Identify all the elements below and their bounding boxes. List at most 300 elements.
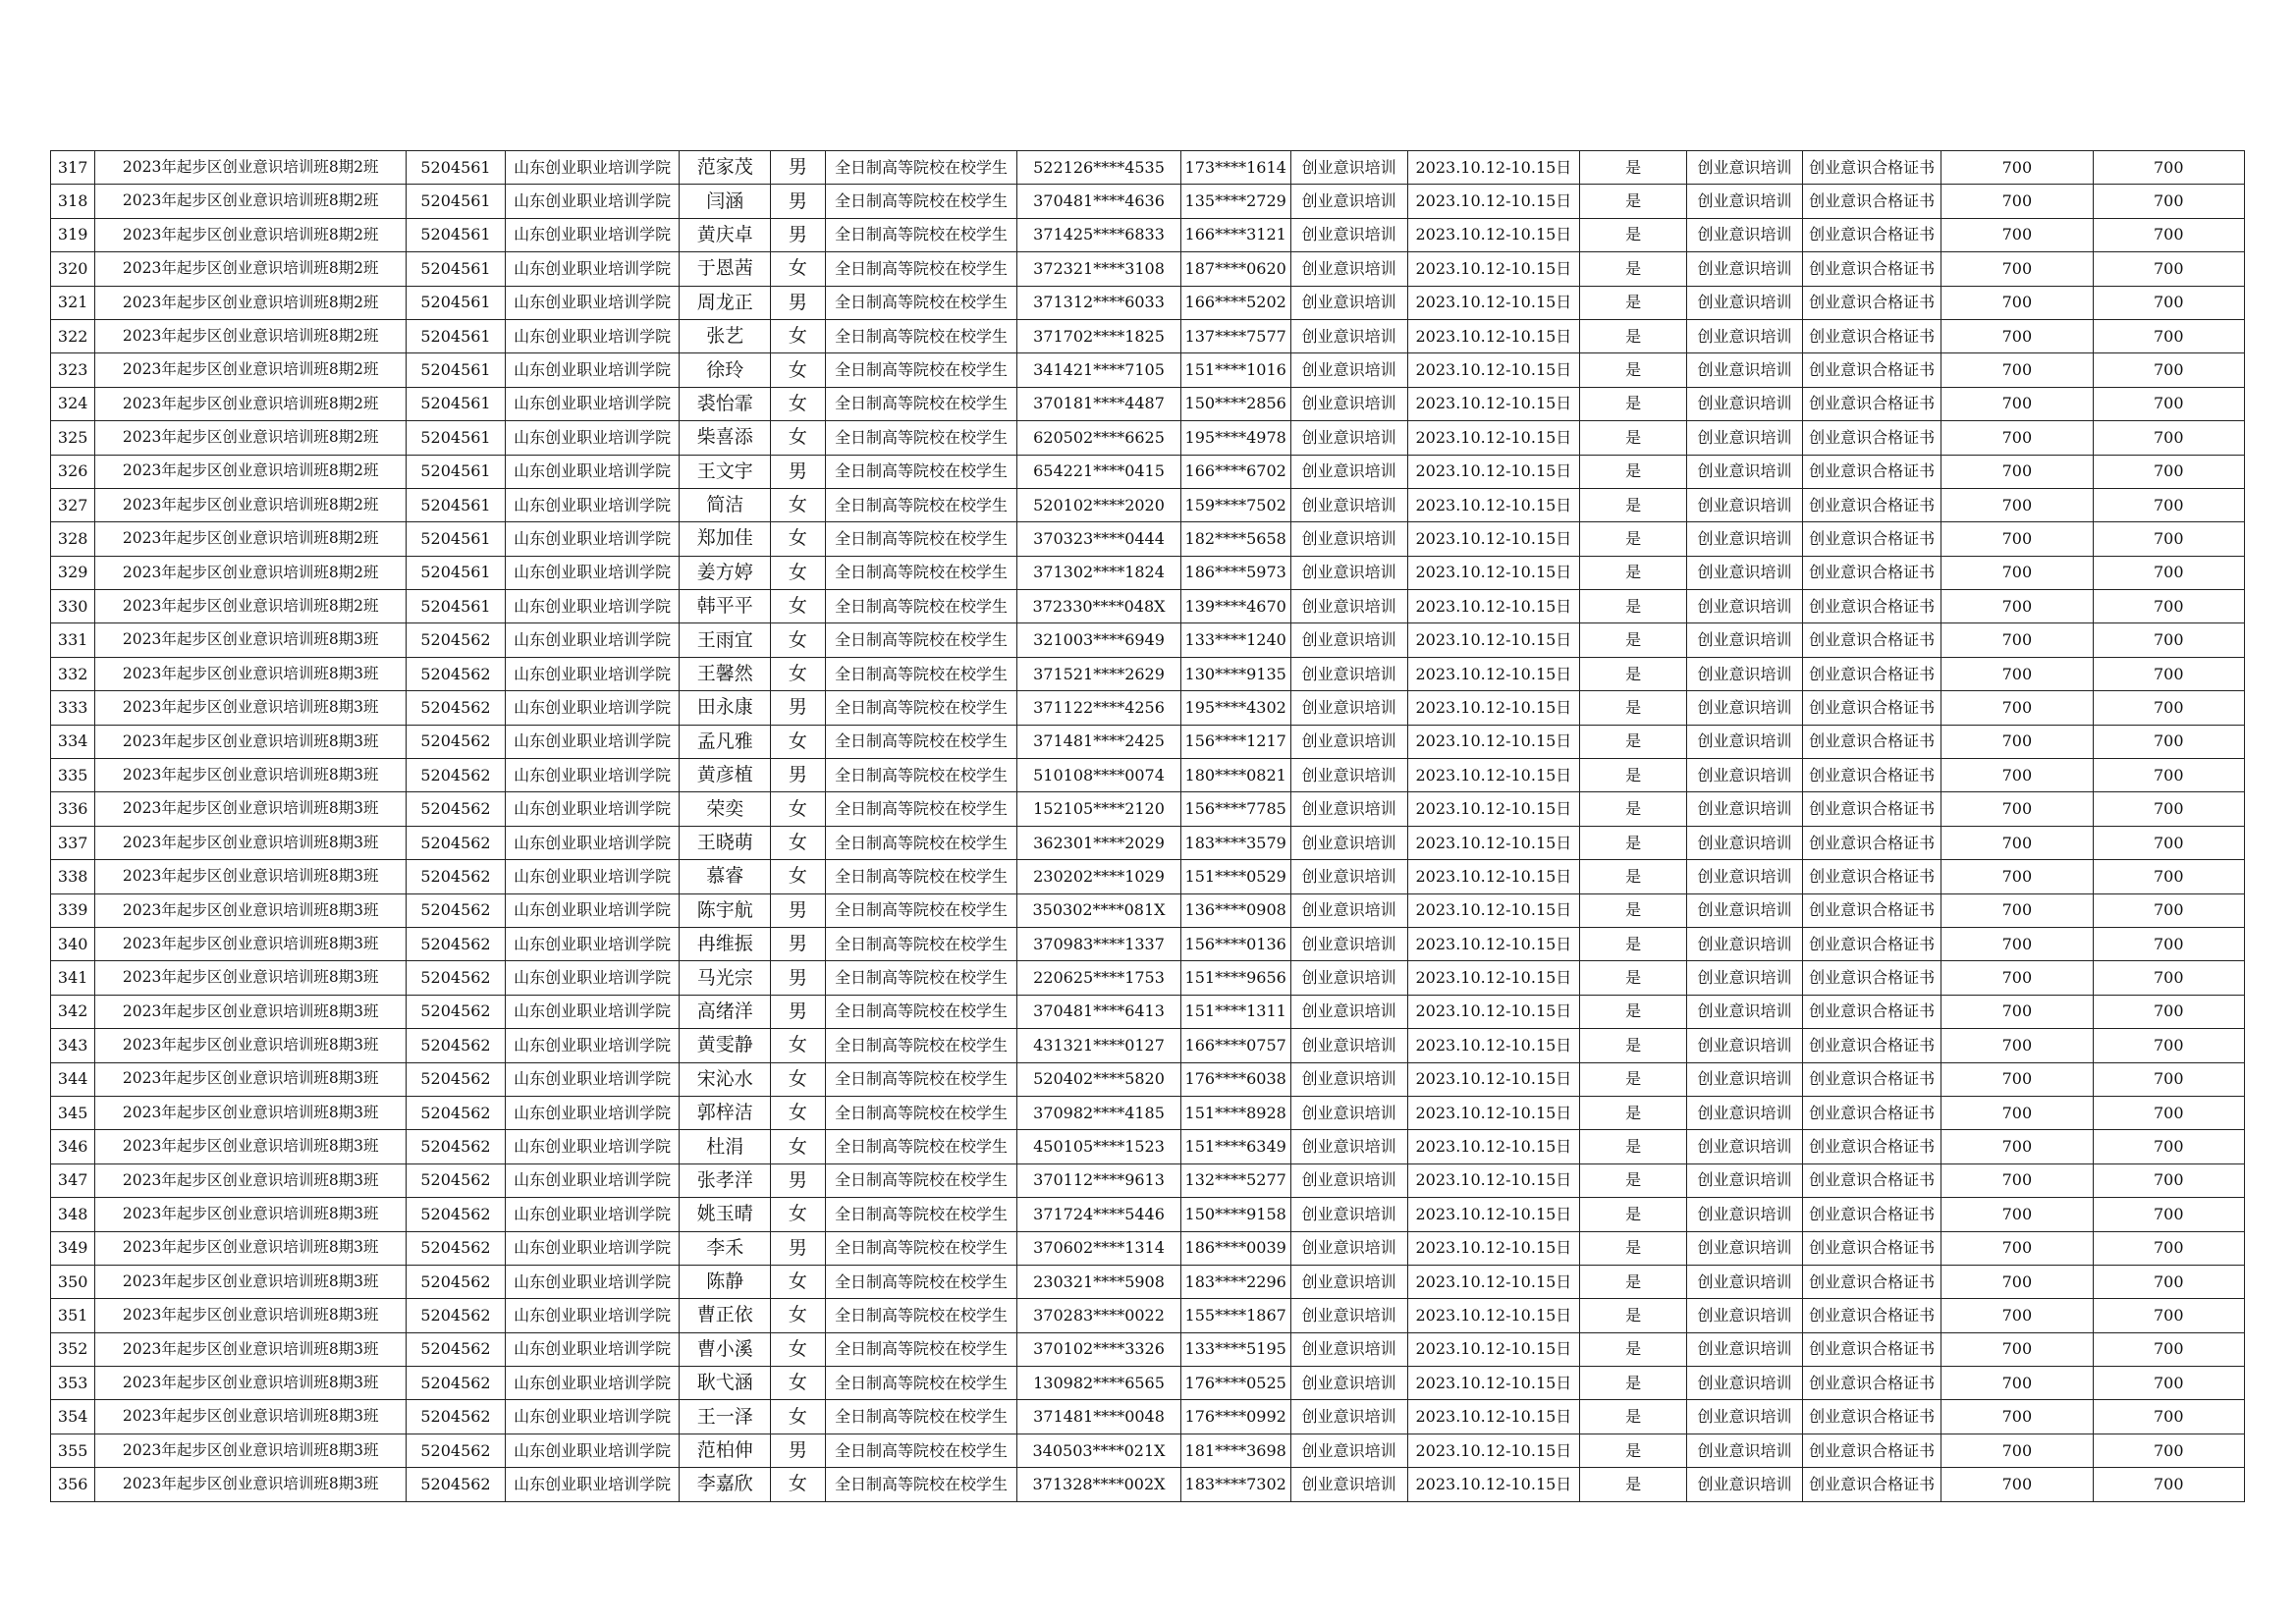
table-cell: 2023年起步区创业意识培训班8期2班	[95, 556, 407, 589]
table-cell: 700	[1941, 151, 2093, 185]
table-cell: 创业意识培训	[1687, 1332, 1803, 1366]
table-cell: 700	[1941, 691, 2093, 725]
table-cell: 343	[51, 1029, 95, 1062]
table-cell: 创业意识合格证书	[1803, 522, 1941, 556]
table-cell: 2023年起步区创业意识培训班8期2班	[95, 421, 407, 455]
table-cell: 700	[1941, 522, 2093, 556]
table-cell: 创业意识培训	[1687, 590, 1803, 623]
table-cell: 男	[771, 151, 825, 185]
table-cell: 700	[2093, 387, 2244, 420]
table-cell: 2023年起步区创业意识培训班8期2班	[95, 522, 407, 556]
table-cell: 女	[771, 792, 825, 826]
table-cell: 男	[771, 927, 825, 960]
table-cell: 创业意识培训	[1687, 1198, 1803, 1231]
table-cell: 370323****0444	[1017, 522, 1180, 556]
table-row	[51, 657, 2245, 690]
table-cell: 男	[771, 893, 825, 927]
table-cell: 700	[2093, 455, 2244, 488]
table-cell: 5204562	[407, 826, 506, 859]
table-cell: 2023.10.12-10.15日	[1407, 488, 1579, 521]
table-cell: 5204562	[407, 1198, 506, 1231]
table-cell: 700	[2093, 1198, 2244, 1231]
table-cell: 2023年起步区创业意识培训班8期3班	[95, 1163, 407, 1197]
table-cell: 女	[771, 421, 825, 455]
table-cell: 是	[1580, 1468, 1687, 1501]
table-cell: 700	[1941, 455, 2093, 488]
table-row	[51, 522, 2245, 556]
table-cell: 5204562	[407, 623, 506, 657]
table-cell: 杜涓	[680, 1130, 771, 1163]
table-cell: 慕睿	[680, 860, 771, 893]
table-cell: 700	[2093, 1029, 2244, 1062]
table-cell: 349	[51, 1231, 95, 1265]
table-row	[51, 725, 2245, 758]
table-cell: 5204561	[407, 353, 506, 387]
table-cell: 5204562	[407, 893, 506, 927]
table-cell: 346	[51, 1130, 95, 1163]
table-cell: 女	[771, 1096, 825, 1129]
table-cell: 创业意识培训	[1290, 657, 1407, 690]
table-cell: 创业意识合格证书	[1803, 826, 1941, 859]
table-cell: 创业意识培训	[1290, 421, 1407, 455]
table-cell: 195****4302	[1180, 691, 1290, 725]
table-cell: 5204562	[407, 1029, 506, 1062]
table-cell: 2023年起步区创业意识培训班8期3班	[95, 826, 407, 859]
table-cell: 创业意识培训	[1290, 826, 1407, 859]
table-cell: 女	[771, 1299, 825, 1332]
table-cell: 郑加佳	[680, 522, 771, 556]
table-cell: 男	[771, 218, 825, 251]
table-cell: 女	[771, 1029, 825, 1062]
table-cell: 2023年起步区创业意识培训班8期3班	[95, 1198, 407, 1231]
table-cell: 700	[1941, 353, 2093, 387]
table-cell: 166****6702	[1180, 455, 1290, 488]
table-cell: 654221****0415	[1017, 455, 1180, 488]
table-cell: 创业意识合格证书	[1803, 961, 1941, 995]
table-row	[51, 1130, 2245, 1163]
table-cell: 700	[2093, 893, 2244, 927]
table-row	[51, 455, 2245, 488]
table-cell: 创业意识培训	[1290, 488, 1407, 521]
table-cell: 全日制高等院校在校学生	[825, 927, 1017, 960]
table-cell: 339	[51, 893, 95, 927]
table-cell: 山东创业职业培训学院	[505, 1265, 680, 1298]
table-cell: 2023.10.12-10.15日	[1407, 1332, 1579, 1366]
table-cell: 是	[1580, 995, 1687, 1028]
table-cell: 全日制高等院校在校学生	[825, 691, 1017, 725]
table-cell: 370112****9613	[1017, 1163, 1180, 1197]
table-cell: 195****4978	[1180, 421, 1290, 455]
table-cell: 是	[1580, 353, 1687, 387]
table-cell: 5204562	[407, 860, 506, 893]
table-cell: 2023年起步区创业意识培训班8期3班	[95, 1400, 407, 1434]
table-row	[51, 488, 2245, 521]
table-cell: 2023.10.12-10.15日	[1407, 1367, 1579, 1400]
table-cell: 2023.10.12-10.15日	[1407, 691, 1579, 725]
table-cell: 创业意识培训	[1687, 826, 1803, 859]
table-cell: 宋沁水	[680, 1062, 771, 1096]
table-cell: 曹小溪	[680, 1332, 771, 1366]
table-cell: 2023年起步区创业意识培训班8期2班	[95, 319, 407, 352]
table-cell: 山东创业职业培训学院	[505, 961, 680, 995]
table-cell: 创业意识合格证书	[1803, 1299, 1941, 1332]
table-cell: 700	[1941, 1062, 2093, 1096]
table-cell: 700	[1941, 286, 2093, 319]
table-cell: 创业意识培训	[1687, 725, 1803, 758]
table-cell: 创业意识培训	[1687, 522, 1803, 556]
table-cell: 700	[2093, 218, 2244, 251]
roster-table	[50, 150, 2245, 1502]
table-cell: 男	[771, 995, 825, 1028]
table-row	[51, 590, 2245, 623]
table-cell: 创业意识合格证书	[1803, 185, 1941, 218]
table-cell: 是	[1580, 252, 1687, 286]
table-cell: 2023.10.12-10.15日	[1407, 1163, 1579, 1197]
table-cell: 2023.10.12-10.15日	[1407, 387, 1579, 420]
table-cell: 372321****3108	[1017, 252, 1180, 286]
table-cell: 322	[51, 319, 95, 352]
table-cell: 2023年起步区创业意识培训班8期2班	[95, 252, 407, 286]
table-cell: 黄彦植	[680, 759, 771, 792]
table-cell: 2023.10.12-10.15日	[1407, 1198, 1579, 1231]
table-cell: 全日制高等院校在校学生	[825, 995, 1017, 1028]
table-cell: 山东创业职业培训学院	[505, 1400, 680, 1434]
table-cell: 371328****002X	[1017, 1468, 1180, 1501]
table-cell: 2023.10.12-10.15日	[1407, 421, 1579, 455]
table-cell: 332	[51, 657, 95, 690]
table-cell: 133****1240	[1180, 623, 1290, 657]
table-cell: 创业意识培训	[1290, 1434, 1407, 1467]
table-row	[51, 556, 2245, 589]
table-cell: 创业意识合格证书	[1803, 556, 1941, 589]
table-cell: 全日制高等院校在校学生	[825, 1468, 1017, 1501]
table-cell: 151****8928	[1180, 1096, 1290, 1129]
table-row	[51, 151, 2245, 185]
table-cell: 山东创业职业培训学院	[505, 995, 680, 1028]
table-cell: 全日制高等院校在校学生	[825, 590, 1017, 623]
table-cell: 2023年起步区创业意识培训班8期3班	[95, 1332, 407, 1366]
table-cell: 370181****4487	[1017, 387, 1180, 420]
table-cell: 是	[1580, 1231, 1687, 1265]
table-cell: 全日制高等院校在校学生	[825, 1130, 1017, 1163]
table-cell: 345	[51, 1096, 95, 1129]
table-cell: 700	[2093, 556, 2244, 589]
table-cell: 创业意识合格证书	[1803, 218, 1941, 251]
table-cell: 女	[771, 623, 825, 657]
table-cell: 340503****021X	[1017, 1434, 1180, 1467]
table-cell: 女	[771, 1130, 825, 1163]
table-cell: 2023.10.12-10.15日	[1407, 961, 1579, 995]
table-cell: 创业意识合格证书	[1803, 995, 1941, 1028]
table-cell: 620502****6625	[1017, 421, 1180, 455]
table-cell: 700	[2093, 488, 2244, 521]
table-cell: 是	[1580, 556, 1687, 589]
table-cell: 5204561	[407, 455, 506, 488]
table-cell: 王晓萌	[680, 826, 771, 859]
table-cell: 是	[1580, 657, 1687, 690]
table-cell: 男	[771, 691, 825, 725]
table-cell: 370983****1337	[1017, 927, 1180, 960]
table-cell: 2023.10.12-10.15日	[1407, 590, 1579, 623]
table-cell: 2023年起步区创业意识培训班8期3班	[95, 1029, 407, 1062]
table-cell: 353	[51, 1367, 95, 1400]
table-cell: 于恩茜	[680, 252, 771, 286]
table-cell: 全日制高等院校在校学生	[825, 151, 1017, 185]
table-cell: 创业意识培训	[1687, 218, 1803, 251]
table-cell: 151****0529	[1180, 860, 1290, 893]
table-cell: 创业意识培训	[1687, 1299, 1803, 1332]
table-row	[51, 623, 2245, 657]
table-cell: 李嘉欣	[680, 1468, 771, 1501]
table-cell: 2023.10.12-10.15日	[1407, 623, 1579, 657]
table-cell: 187****0620	[1180, 252, 1290, 286]
table-cell: 344	[51, 1062, 95, 1096]
table-cell: 5204562	[407, 1434, 506, 1467]
table-cell: 创业意识培训	[1687, 1163, 1803, 1197]
table-cell: 是	[1580, 759, 1687, 792]
table-cell: 2023.10.12-10.15日	[1407, 286, 1579, 319]
table-cell: 创业意识培训	[1290, 1096, 1407, 1129]
table-cell: 2023年起步区创业意识培训班8期2班	[95, 151, 407, 185]
table-cell: 2023年起步区创业意识培训班8期3班	[95, 961, 407, 995]
table-cell: 全日制高等院校在校学生	[825, 1434, 1017, 1467]
table-cell: 5204562	[407, 1096, 506, 1129]
table-cell: 山东创业职业培训学院	[505, 1062, 680, 1096]
table-cell: 山东创业职业培训学院	[505, 1299, 680, 1332]
table-cell: 是	[1580, 691, 1687, 725]
table-cell: 陈宇航	[680, 893, 771, 927]
table-cell: 2023.10.12-10.15日	[1407, 1029, 1579, 1062]
table-cell: 362301****2029	[1017, 826, 1180, 859]
table-cell: 男	[771, 185, 825, 218]
table-cell: 是	[1580, 860, 1687, 893]
table-cell: 2023年起步区创业意识培训班8期3班	[95, 1062, 407, 1096]
table-cell: 创业意识培训	[1687, 353, 1803, 387]
table-cell: 2023.10.12-10.15日	[1407, 1062, 1579, 1096]
table-cell: 创业意识培训	[1687, 421, 1803, 455]
table-cell: 创业意识合格证书	[1803, 455, 1941, 488]
table-cell: 创业意识培训	[1687, 1231, 1803, 1265]
table-cell: 创业意识培训	[1290, 725, 1407, 758]
table-cell: 山东创业职业培训学院	[505, 319, 680, 352]
table-cell: 山东创业职业培训学院	[505, 893, 680, 927]
table-cell: 155****1867	[1180, 1299, 1290, 1332]
table-cell: 男	[771, 1434, 825, 1467]
table-cell: 326	[51, 455, 95, 488]
table-cell: 全日制高等院校在校学生	[825, 961, 1017, 995]
table-cell: 全日制高等院校在校学生	[825, 1332, 1017, 1366]
table-cell: 创业意识合格证书	[1803, 421, 1941, 455]
table-cell: 是	[1580, 1400, 1687, 1434]
table-cell: 创业意识培训	[1687, 1062, 1803, 1096]
table-cell: 曹正依	[680, 1299, 771, 1332]
table-cell: 2023.10.12-10.15日	[1407, 522, 1579, 556]
table-cell: 女	[771, 556, 825, 589]
table-cell: 700	[1941, 590, 2093, 623]
table-cell: 创业意识培训	[1687, 759, 1803, 792]
table-cell: 创业意识培训	[1290, 1130, 1407, 1163]
table-cell: 700	[2093, 286, 2244, 319]
table-cell: 352	[51, 1332, 95, 1366]
table-cell: 2023年起步区创业意识培训班8期3班	[95, 623, 407, 657]
table-cell: 是	[1580, 1434, 1687, 1467]
table-cell: 山东创业职业培训学院	[505, 556, 680, 589]
table-cell: 130****9135	[1180, 657, 1290, 690]
table-cell: 186****0039	[1180, 1231, 1290, 1265]
table-cell: 周龙正	[680, 286, 771, 319]
table-cell: 700	[2093, 185, 2244, 218]
table-cell: 2023.10.12-10.15日	[1407, 826, 1579, 859]
table-cell: 简洁	[680, 488, 771, 521]
table-cell: 山东创业职业培训学院	[505, 151, 680, 185]
table-cell: 700	[2093, 1367, 2244, 1400]
table-cell: 700	[2093, 1163, 2244, 1197]
table-cell: 2023年起步区创业意识培训班8期2班	[95, 286, 407, 319]
table-cell: 创业意识合格证书	[1803, 893, 1941, 927]
table-cell: 700	[1941, 792, 2093, 826]
table-cell: 700	[1941, 319, 2093, 352]
table-cell: 女	[771, 725, 825, 758]
table-cell: 山东创业职业培训学院	[505, 218, 680, 251]
table-cell: 2023年起步区创业意识培训班8期3班	[95, 1265, 407, 1298]
table-cell: 700	[2093, 1062, 2244, 1096]
table-cell: 370102****3326	[1017, 1332, 1180, 1366]
table-cell: 创业意识合格证书	[1803, 759, 1941, 792]
table-cell: 159****7502	[1180, 488, 1290, 521]
table-cell: 女	[771, 1198, 825, 1231]
table-cell: 创业意识合格证书	[1803, 860, 1941, 893]
table-cell: 创业意识合格证书	[1803, 927, 1941, 960]
table-cell: 317	[51, 151, 95, 185]
table-cell: 5204561	[407, 556, 506, 589]
table-cell: 全日制高等院校在校学生	[825, 893, 1017, 927]
table-cell: 是	[1580, 1265, 1687, 1298]
table-row	[51, 319, 2245, 352]
table-cell: 2023年起步区创业意识培训班8期3班	[95, 1367, 407, 1400]
table-cell: 5204562	[407, 1299, 506, 1332]
table-cell: 520402****5820	[1017, 1062, 1180, 1096]
table-cell: 337	[51, 826, 95, 859]
table-cell: 创业意识培训	[1290, 387, 1407, 420]
table-cell: 创业意识合格证书	[1803, 1163, 1941, 1197]
table-cell: 姜方婷	[680, 556, 771, 589]
table-cell: 创业意识培训	[1687, 1130, 1803, 1163]
table-cell: 371724****5446	[1017, 1198, 1180, 1231]
table-cell: 5204561	[407, 218, 506, 251]
table-cell: 700	[1941, 1434, 2093, 1467]
table-cell: 男	[771, 759, 825, 792]
table-cell: 700	[1941, 759, 2093, 792]
table-cell: 创业意识培训	[1687, 1265, 1803, 1298]
table-cell: 创业意识合格证书	[1803, 1332, 1941, 1366]
table-cell: 520102****2020	[1017, 488, 1180, 521]
table-cell: 创业意识培训	[1290, 1231, 1407, 1265]
table-cell: 700	[2093, 353, 2244, 387]
table-cell: 山东创业职业培训学院	[505, 421, 680, 455]
table-cell: 351	[51, 1299, 95, 1332]
table-cell: 356	[51, 1468, 95, 1501]
table-cell: 是	[1580, 893, 1687, 927]
table-cell: 创业意识培训	[1687, 1367, 1803, 1400]
table-row	[51, 1400, 2245, 1434]
table-cell: 创业意识合格证书	[1803, 1096, 1941, 1129]
table-cell: 2023.10.12-10.15日	[1407, 151, 1579, 185]
table-cell: 348	[51, 1198, 95, 1231]
table-cell: 2023.10.12-10.15日	[1407, 556, 1579, 589]
table-cell: 创业意识合格证书	[1803, 725, 1941, 758]
table-cell: 700	[1941, 1231, 2093, 1265]
table-cell: 山东创业职业培训学院	[505, 1029, 680, 1062]
table-cell: 700	[1941, 556, 2093, 589]
table-row	[51, 1231, 2245, 1265]
table-cell: 山东创业职业培训学院	[505, 185, 680, 218]
table-cell: 山东创业职业培训学院	[505, 387, 680, 420]
table-row	[51, 961, 2245, 995]
table-row	[51, 1332, 2245, 1366]
table-cell: 2023.10.12-10.15日	[1407, 1468, 1579, 1501]
table-cell: 山东创业职业培训学院	[505, 691, 680, 725]
table-cell: 450105****1523	[1017, 1130, 1180, 1163]
table-cell: 创业意识培训	[1290, 590, 1407, 623]
table-cell: 创业意识合格证书	[1803, 319, 1941, 352]
table-cell: 2023年起步区创业意识培训班8期3班	[95, 1130, 407, 1163]
table-cell: 张艺	[680, 319, 771, 352]
table-cell: 裘怡霏	[680, 387, 771, 420]
table-cell: 371302****1824	[1017, 556, 1180, 589]
table-cell: 5204561	[407, 286, 506, 319]
table-cell: 330	[51, 590, 95, 623]
table-cell: 创业意识培训	[1687, 387, 1803, 420]
table-cell: 王雨宜	[680, 623, 771, 657]
table-cell: 田永康	[680, 691, 771, 725]
table-cell: 全日制高等院校在校学生	[825, 1265, 1017, 1298]
table-cell: 700	[2093, 590, 2244, 623]
table-cell: 700	[1941, 623, 2093, 657]
table-cell: 700	[2093, 657, 2244, 690]
table-cell: 创业意识培训	[1290, 691, 1407, 725]
table-cell: 柴喜添	[680, 421, 771, 455]
table-row	[51, 387, 2245, 420]
table-cell: 431321****0127	[1017, 1029, 1180, 1062]
table-cell: 2023.10.12-10.15日	[1407, 252, 1579, 286]
table-cell: 山东创业职业培训学院	[505, 252, 680, 286]
table-cell: 女	[771, 353, 825, 387]
table-cell: 山东创业职业培训学院	[505, 1434, 680, 1467]
table-cell: 全日制高等院校在校学生	[825, 185, 1017, 218]
table-cell: 全日制高等院校在校学生	[825, 860, 1017, 893]
table-cell: 2023.10.12-10.15日	[1407, 860, 1579, 893]
table-cell: 335	[51, 759, 95, 792]
table-cell: 姚玉晴	[680, 1198, 771, 1231]
table-cell: 5204561	[407, 185, 506, 218]
table-cell: 700	[1941, 1163, 2093, 1197]
table-cell: 325	[51, 421, 95, 455]
table-cell: 2023.10.12-10.15日	[1407, 1096, 1579, 1129]
table-cell: 创业意识培训	[1290, 522, 1407, 556]
table-cell: 183****3579	[1180, 826, 1290, 859]
table-cell: 山东创业职业培训学院	[505, 286, 680, 319]
table-cell: 2023年起步区创业意识培训班8期3班	[95, 860, 407, 893]
table-cell: 是	[1580, 1299, 1687, 1332]
table-cell: 2023年起步区创业意识培训班8期3班	[95, 1299, 407, 1332]
table-cell: 创业意识培训	[1290, 1198, 1407, 1231]
table-cell: 山东创业职业培训学院	[505, 759, 680, 792]
table-cell: 创业意识培训	[1687, 319, 1803, 352]
table-cell: 全日制高等院校在校学生	[825, 826, 1017, 859]
table-cell: 黄庆卓	[680, 218, 771, 251]
table-cell: 山东创业职业培训学院	[505, 1130, 680, 1163]
table-cell: 320	[51, 252, 95, 286]
